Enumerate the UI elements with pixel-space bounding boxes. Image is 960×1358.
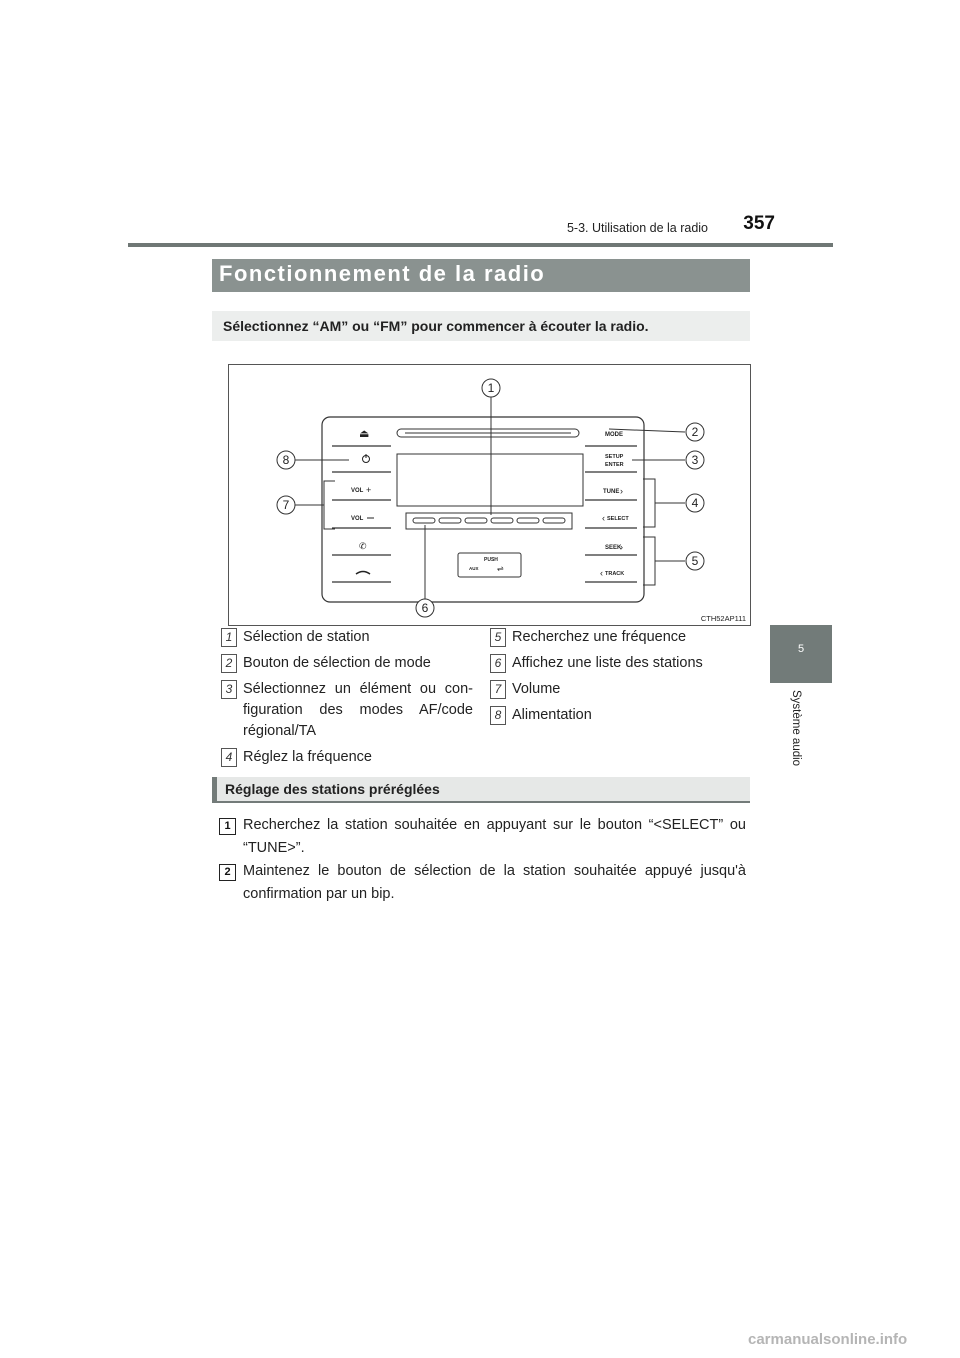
radio-figure (228, 364, 751, 626)
callout-7: 7 (282, 498, 290, 512)
legend-item (494, 679, 748, 700)
vol-up-label: VOL (351, 488, 364, 494)
legend-text: Sélection de station (243, 629, 370, 645)
legend-text: Volume (512, 681, 561, 697)
legend-number: 5 (490, 628, 506, 647)
legend-item (494, 627, 748, 648)
step-number: 1 (219, 818, 236, 835)
legend-text: Affichez une liste des stations (512, 655, 703, 671)
chapter-label-text: Système audio (790, 690, 802, 767)
section-heading: 5-3. Utilisation de la radio (566, 221, 708, 235)
page-title-bar (212, 259, 750, 292)
legend-number: 3 (221, 680, 237, 699)
legend-number: 8 (490, 706, 506, 725)
legend-text: Recherchez une fréquence (512, 629, 687, 645)
subsection-title: Réglage des stations préréglées (225, 781, 440, 797)
callout-6: 6 (421, 601, 429, 615)
push-label: PUSH (484, 557, 498, 563)
legend-item (225, 653, 473, 674)
chevron-left-icon: ‹ (600, 568, 603, 578)
legend-number: 7 (490, 680, 506, 699)
aux-label: AUX (469, 566, 479, 571)
legend-number: 2 (221, 654, 237, 673)
page-title: Fonctionnement de la radio (219, 261, 546, 286)
step-text: Maintenez le bouton de sélection de la station souhaitée appuyé jusqu'à confirmation par un bip. (243, 863, 746, 902)
legend-text: Bouton de sélection de mode (243, 655, 431, 671)
legend-item (494, 705, 748, 726)
figure-code: CTH52AP111 (700, 614, 746, 623)
phone-icon: ✆ (359, 541, 367, 551)
chevron-right-icon: › (620, 486, 623, 496)
callout-8: 8 (282, 453, 290, 467)
callout-5: 5 (691, 554, 699, 568)
enter-label: ENTER (605, 462, 624, 468)
mode-label: MODE (605, 432, 623, 438)
chevron-left-icon: ‹ (602, 513, 605, 523)
legend-item (225, 679, 473, 742)
chapter-label (790, 690, 806, 810)
callout-2: 2 (691, 425, 699, 439)
watermark: carmanualsonline.info (748, 1331, 908, 1348)
subsection-heading-bar (212, 777, 750, 801)
step-number: 2 (219, 864, 236, 881)
eject-icon: ⏏ (359, 428, 370, 440)
select-label: SELECT (607, 516, 629, 522)
legend-item (225, 747, 473, 768)
hangup-icon (356, 572, 370, 575)
page-number: 357 (743, 213, 775, 234)
legend-number: 1 (221, 628, 237, 647)
header-divider (128, 243, 833, 247)
legend-item (225, 627, 473, 648)
plus-icon: + (366, 485, 372, 495)
legend-text: Réglez la fréquence (243, 749, 372, 765)
legend-text: Sélectionnez un élément ou con-figuration des modes AF/code régional/TA (243, 681, 473, 739)
track-label: TRACK (605, 571, 625, 577)
vol-down-label: VOL (351, 516, 364, 522)
callout-1: 1 (487, 381, 495, 395)
legend-item (494, 653, 748, 674)
step-text: Recherchez la station souhaitée en appuyant sur le bouton “<SELECT” ou “TUNE>”. (243, 817, 746, 856)
intro-box (212, 311, 750, 341)
radio-illustration (229, 365, 750, 625)
intro-text: Sélectionnez “AM” ou “FM” pour commencer à écouter la radio. (223, 318, 649, 334)
usb-icon: ⇌ (497, 564, 504, 573)
chapter-number: 5 (797, 643, 805, 655)
chevron-right-icon: › (620, 542, 623, 552)
tune-label: TUNE (603, 489, 620, 495)
subsection-divider (212, 801, 750, 803)
legend-number: 6 (490, 654, 506, 673)
callout-4: 4 (691, 496, 699, 510)
legend-number: 4 (221, 748, 237, 767)
chapter-tab (770, 625, 832, 683)
callout-3: 3 (691, 453, 699, 467)
setup-label: SETUP (605, 454, 624, 460)
seek-label: SEEK (605, 545, 622, 551)
legend-text: Alimentation (512, 707, 592, 723)
